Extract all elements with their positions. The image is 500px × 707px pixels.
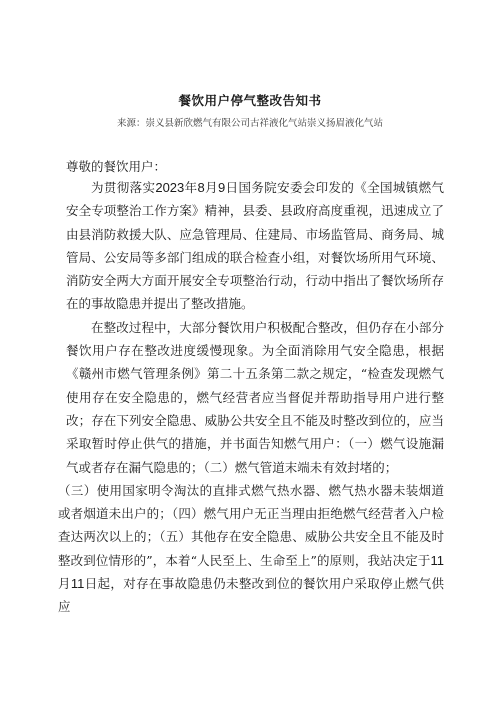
document-body: [58, 176, 444, 619]
paragraph-2: 在整改过程中，大部分餐饮用户积极配合整改，但仍存在小部分餐饮用户存在整改进度缓慢现象。为全面消除用气安全隐患，根据《赣州市燃气管理条例》第二十五条第二款之规定，“检查发现燃气使用存在安全隐患的，燃气经营者应当督促并帮助指导用户进行整改；存在下列安全隐患、威胁公共安全且不能及时整改到位的，应当采取暂时停止供气的措施，并书面告知燃气用户：（一）燃气设施漏气或者存在漏气隐患的；（二）燃气管道末端未有效封堵的；: [66, 319, 444, 475]
paragraph-1-text-b: 年: [184, 180, 198, 195]
date-day: 9: [218, 180, 226, 195]
document-source: 来源：崇义县新欣燃气有限公司古祥液化气站崇义扬眉液化气站: [116, 118, 383, 129]
date-month: 8: [197, 180, 205, 195]
paragraph-1-text-d: 日国务院安委会印发的《全国城镇燃气安全专项整治工作方案》精神，县委、县政府高度重视，迅速成立了由县消防救援大队、应急管理局、住建局、市场监管局、商务局、城管局、公安局等多部门组成的联合检查小组，对餐饮场所用气环境、消防安全两大方面开展安全专项整治行动，行动中指出了餐饮场所存在的事故隐患并提出了整改措施。: [66, 180, 444, 312]
stop-date-month: 11: [430, 552, 444, 568]
paragraph-3-text-b: 月: [58, 576, 71, 592]
date-year: 2023: [155, 180, 185, 195]
salutation: 尊敬的餐饮用户：: [66, 159, 167, 174]
paragraph-1: [66, 176, 444, 316]
paragraph-1-text-c: 月: [204, 180, 218, 195]
stop-date-day: 11: [70, 576, 85, 592]
paragraph-1-text-a: 为贯彻落实: [91, 180, 156, 195]
paragraph-3-text-a: （三）使用国家明令淘汰的直排式燃气热水器、燃气热水器未装烟道或者烟道未出户的；（四）燃气用户无正当理由拒绝燃气经营者入户检查达两次以上的；（五）其他存在安全隐患、威胁公共安全且不能及时整改到位情形的”，本着“人民至上、生命至上”的原则，我站决定于: [58, 482, 444, 568]
document-title: 餐饮用户停气整改告知书: [178, 93, 322, 108]
paragraph-3: [58, 479, 444, 619]
paragraph-3-text-c: 日起，对存在事故隐患仍未整改到位的餐饮用户采取停止燃气供应: [58, 576, 444, 615]
